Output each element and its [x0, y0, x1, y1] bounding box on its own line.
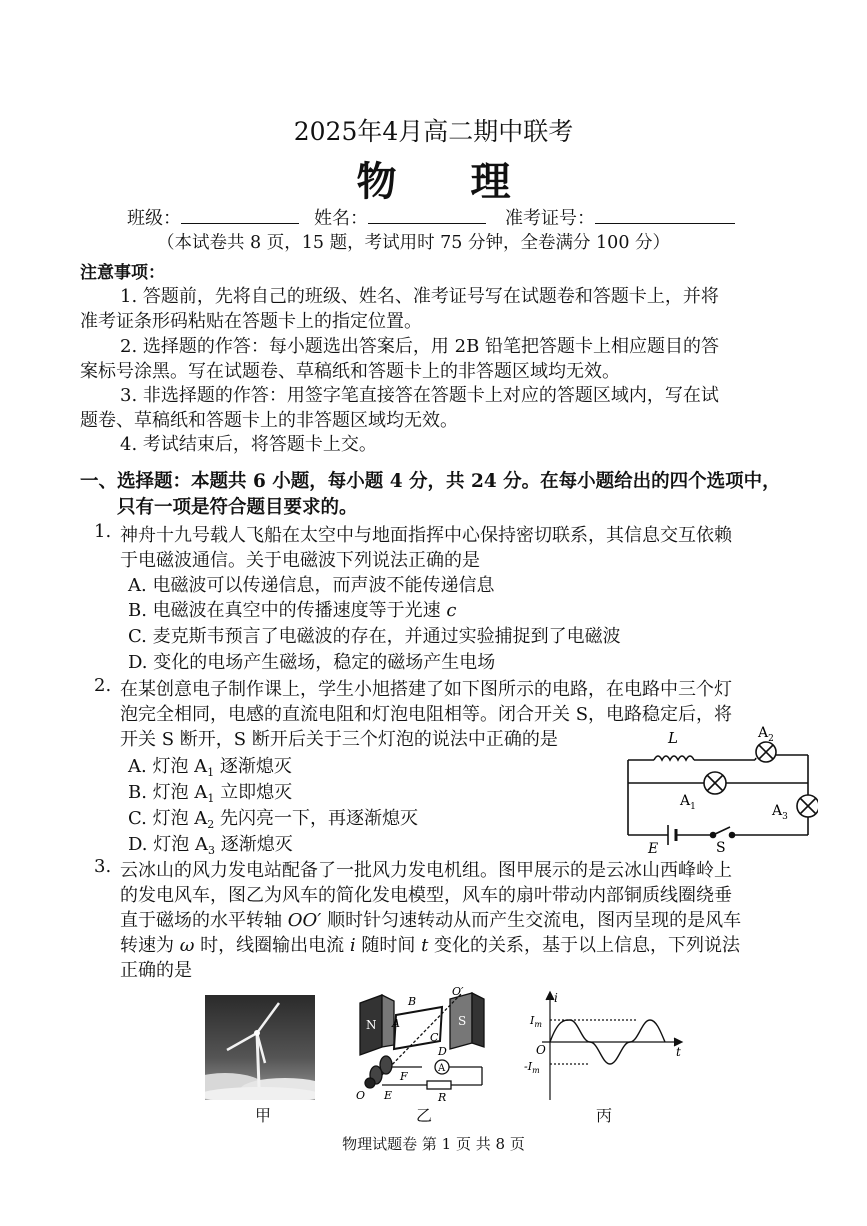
axis-o-label: O: [356, 1089, 366, 1102]
t-axis-label: t: [676, 1045, 681, 1059]
inductor-label: L: [668, 729, 678, 747]
class-label: 班级：: [127, 208, 181, 229]
wind-turbine-photo: [205, 995, 315, 1100]
q3-stem-cont3: 转速为 ω 时，线圈输出电流 i 随时间 t 变化的关系，基于以上信息，下列说法: [120, 935, 741, 956]
switch-blade: [713, 827, 730, 835]
circuit-diagram: [618, 725, 818, 855]
id-field: [505, 204, 735, 230]
note-line: 3. 非选择题的作答：用签字笔直接答在答题卡上对应的答题区域内，写在试: [120, 385, 719, 406]
resistor-label: R: [438, 1091, 447, 1103]
lamp-a2-label: $A_2$: [758, 725, 774, 744]
q2-option-b: B. 灯泡 $A_1$ 立即熄灭: [128, 782, 293, 805]
battery-label: E: [648, 841, 659, 855]
origin-label: O: [536, 1043, 546, 1057]
q3-stem-cont: 的发电风车，图乙为风车的简化发电模型，风车的扇叶带动内部铜质线圈绕垂: [120, 885, 732, 906]
coil-a-label: A: [392, 1017, 400, 1030]
q2-stem-cont: 泡完全相同，电感的直流电阻和灯泡电阻相等。闭合开关 S，电路稳定后，将: [120, 704, 733, 725]
section-heading: 一、选择题：本题共 6 小题，每小题 4 分，共 24 分。在每小题给出的四个选项中，: [80, 471, 781, 492]
coil-b-label: B: [408, 995, 417, 1008]
q2-number: 2.: [94, 675, 112, 696]
note-line: 1. 答题前，先将自己的班级、姓名、准考证号写在试题卷和答题卡上，并将: [120, 286, 719, 307]
coil-c-label: C: [430, 1031, 439, 1044]
id-label: 准考证号：: [505, 208, 595, 229]
magnet-n-label: N: [366, 1018, 377, 1032]
class-field: [127, 204, 299, 230]
q2-stem-cont2: 开关 S 断开，S 断开后关于三个灯泡的说法中正确的是: [120, 729, 558, 750]
magnet-s-label: S: [458, 1014, 467, 1028]
q2-option-c: C. 灯泡 $A_2$ 先闪亮一下，再逐渐熄灭: [128, 808, 419, 831]
axis-o-prime-label: O′: [452, 985, 464, 998]
current-time-graph: [520, 990, 690, 1105]
q1-stem: 神舟十九号载人飞船在太空中与地面指挥中心保持密切联系，其信息交互依赖: [120, 525, 732, 546]
q2-option-a: A. 灯泡 $A_1$ 逐渐熄灭: [128, 756, 292, 779]
ammeter-label: A: [438, 1063, 446, 1074]
name-field: [314, 204, 486, 230]
note-line: 4. 考试结束后，将答题卡上交。: [120, 434, 377, 455]
section-heading-cont: 只有一项是符合题目要求的。: [117, 497, 358, 518]
id-blank: [595, 205, 735, 224]
neg-im-label: $-I_m$: [524, 1060, 540, 1075]
q3-stem: 云冰山的风力发电站配备了一批风力发电机组。图甲展示的是云冰山西峰岭上: [120, 860, 732, 881]
coil-d-label: D: [438, 1045, 447, 1058]
i-axis-label: i: [554, 991, 558, 1005]
brush-e-label: E: [384, 1089, 393, 1102]
note-line: 2. 选择题的作答：每小题选出答案后，用 2B 铅笔把答题卡上相应题目的答: [120, 336, 720, 357]
exam-title: 2025年4月高二期中联考: [293, 117, 574, 146]
name-label: 姓名：: [314, 208, 368, 229]
q1-option-c: C. 麦克斯韦预言了电磁波的存在，并通过实验捕捉到了电磁波: [128, 626, 621, 647]
figure-label-bing: 丙: [596, 1106, 613, 1125]
q1-stem-cont: 于电磁波通信。关于电磁波下列说法正确的是: [120, 550, 480, 571]
class-blank: [181, 205, 299, 224]
q3-stem-cont2: 直于磁场的水平转轴 OO′ 顺时针匀速转动从而产生交流电，图丙呈现的是风车: [120, 910, 742, 931]
brush-f-label: F: [400, 1070, 408, 1083]
note-line: 案标号涂黑。写在试题卷、草稿纸和答题卡上的非答题区域均无效。: [80, 361, 620, 382]
lamp-a1-label: $A_1$: [680, 793, 696, 812]
page-footer: 物理试题卷 第 1 页 共 8 页: [342, 1135, 525, 1153]
lamp-a3-label: $A_3$: [772, 803, 788, 822]
name-blank: [368, 205, 486, 224]
generator-model: [352, 985, 492, 1103]
notes-heading: 注意事项：: [80, 263, 165, 283]
q1-option-a: A. 电磁波可以传递信息，而声波不能传递信息: [128, 575, 495, 596]
q1-number: 1.: [94, 521, 112, 542]
q2-option-d: D. 灯泡 $A_3$ 逐渐熄灭: [128, 834, 293, 857]
switch-label: S: [716, 840, 726, 855]
inductor-coil: [654, 756, 694, 760]
figure-label-yi: 乙: [416, 1106, 433, 1125]
figure-label-jia: 甲: [255, 1106, 272, 1125]
note-line: 题卷、草稿纸和答题卡上的非答题区域均无效。: [80, 410, 458, 431]
resistor-icon: [427, 1081, 451, 1089]
im-label: $I_m$: [530, 1014, 542, 1029]
q3-stem-cont4: 正确的是: [120, 960, 192, 981]
subject-title: 物 理: [356, 158, 541, 205]
exam-info: （本试卷共 8 页，15 题，考试用时 75 分钟，全卷满分 100 分）: [157, 233, 671, 253]
q1-option-b: B. 电磁波在真空中的传播速度等于光速 c: [128, 600, 457, 621]
q2-stem: 在某创意电子制作课上，学生小旭搭建了如下图所示的电路，在电路中三个灯: [120, 679, 732, 700]
q3-number: 3.: [94, 856, 112, 877]
q1-option-d: D. 变化的电场产生磁场，稳定的磁场产生电场: [128, 652, 496, 673]
note-line: 准考证条形码粘贴在答题卡上的指定位置。: [80, 311, 422, 332]
